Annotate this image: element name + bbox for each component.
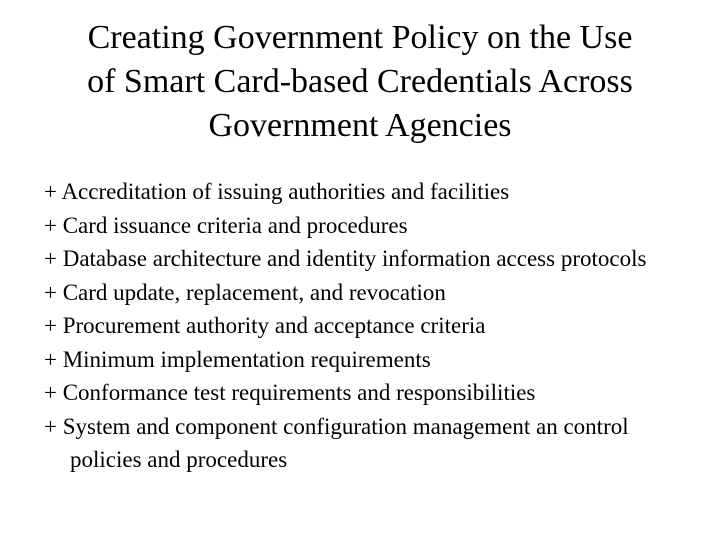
bullet-item-minimum-implementation: + Minimum implementation requirements (44, 346, 431, 372)
bullet-item-accreditation: + Accreditation of issuing authorities and facilities (44, 179, 510, 204)
bullet-item-issuance-criteria: + Card issuance criteria and procedures (44, 212, 408, 238)
slide-title (40, 16, 680, 148)
bullet-item-conformance-test: + Conformance test requirements and responsibilities (44, 380, 536, 405)
bullet-item-database-architecture: + Database architecture and identity information access protocols (44, 246, 647, 271)
slide-title-line: Creating Government Policy on the Use (87, 19, 633, 56)
bullet-item-configuration-management: + System and component configuration management an control policies and procedures (44, 413, 629, 472)
slide-title-line: of Smart Card-based Credentials Across (87, 63, 633, 100)
bullet-list (44, 175, 694, 477)
bullet-item-card-update: + Card update, replacement, and revocation (44, 279, 446, 305)
slide-title-line: Government Agencies (208, 107, 512, 144)
bullet-item-procurement: + Procurement authority and acceptance criteria (44, 313, 486, 338)
